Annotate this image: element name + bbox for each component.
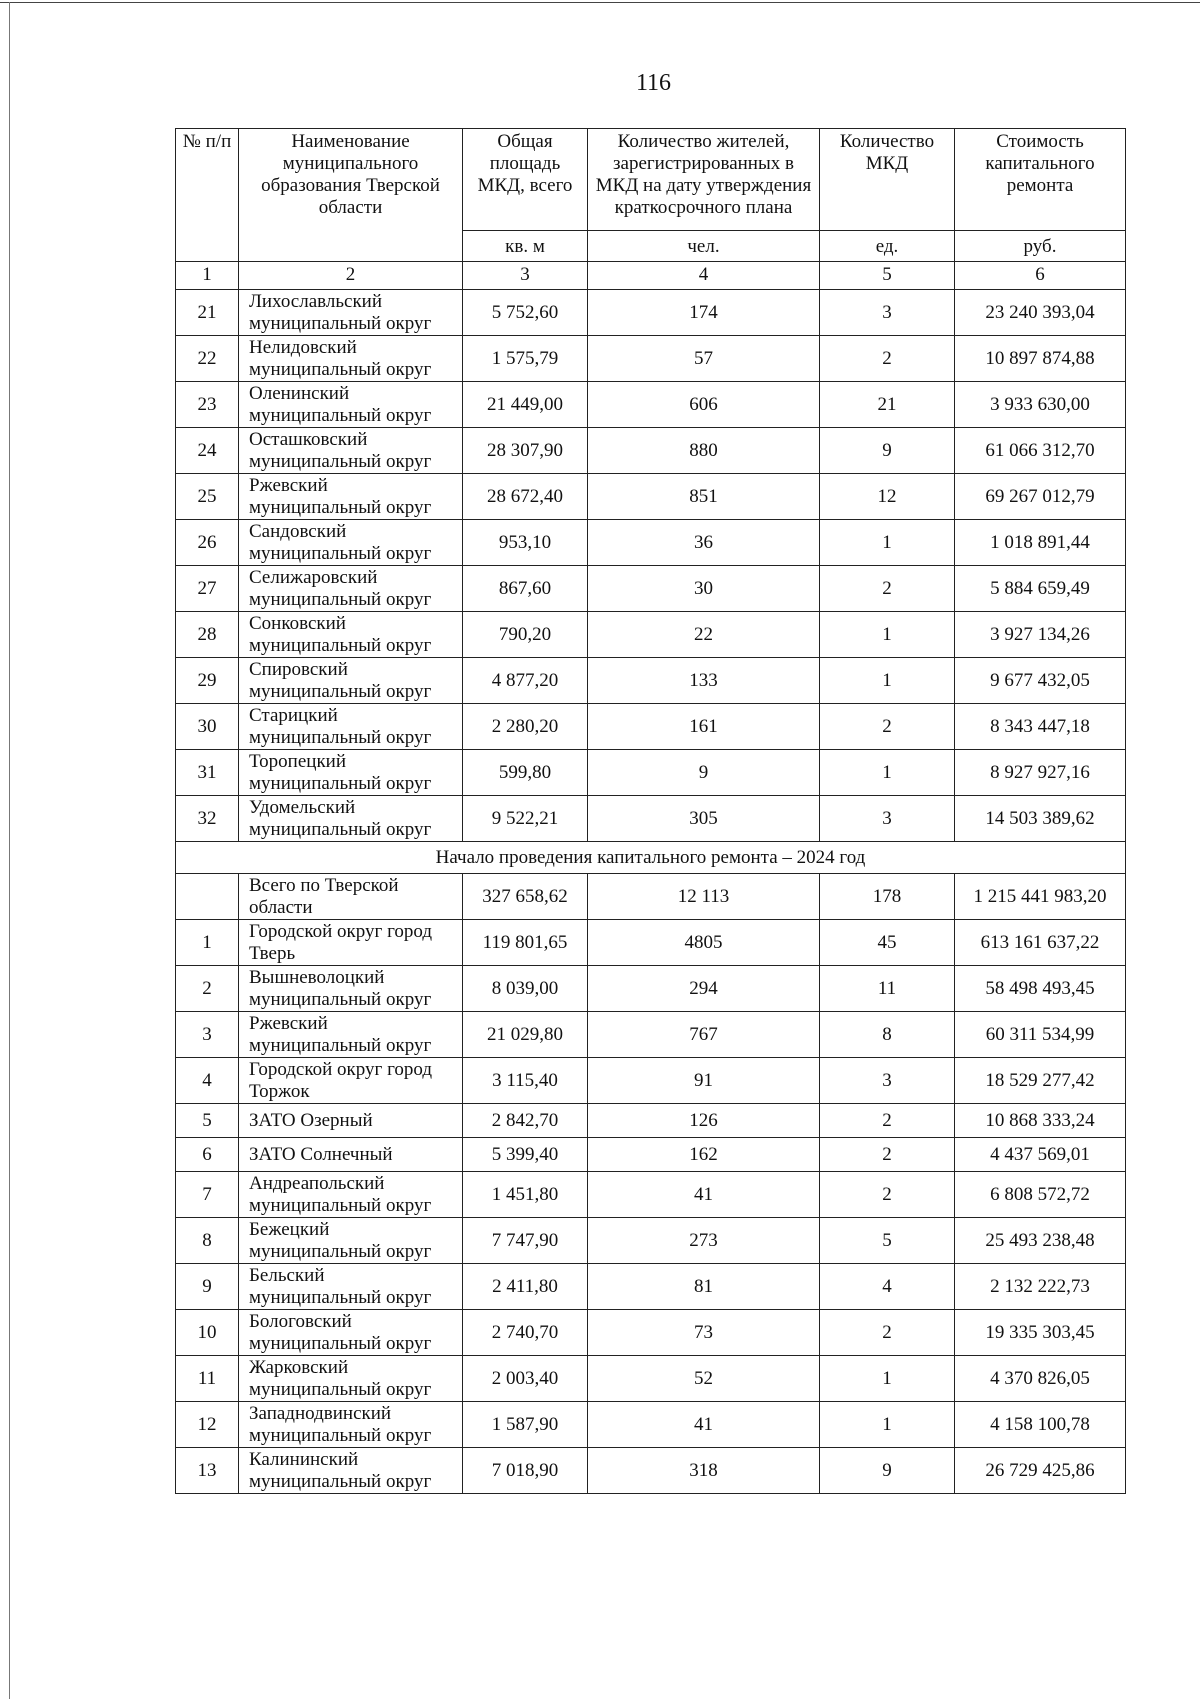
row-number: 8 xyxy=(176,1218,239,1264)
cost-value: 6 808 572,72 xyxy=(955,1172,1126,1218)
cost-value: 60 311 534,99 xyxy=(955,1012,1126,1058)
mkd-count-value: 11 xyxy=(820,966,955,1012)
municipality-name: Городской округ город Торжок xyxy=(239,1058,463,1104)
cost-value: 4 370 826,05 xyxy=(955,1356,1126,1402)
residents-value: 126 xyxy=(588,1104,820,1138)
residents-value: 57 xyxy=(588,336,820,382)
cost-value: 9 677 432,05 xyxy=(955,658,1126,704)
residents-value: 174 xyxy=(588,290,820,336)
residents-value: 606 xyxy=(588,382,820,428)
header-number: № п/п xyxy=(176,129,239,262)
column-number: 4 xyxy=(588,262,820,290)
municipality-name: Ржевский муниципальный округ xyxy=(239,1012,463,1058)
residents-value: 851 xyxy=(588,474,820,520)
cost-value: 1 215 441 983,20 xyxy=(955,874,1126,920)
cost-value: 5 884 659,49 xyxy=(955,566,1126,612)
table-body xyxy=(176,290,1126,1494)
table-row xyxy=(176,796,1126,842)
cost-value: 8 927 927,16 xyxy=(955,750,1126,796)
table-row xyxy=(176,1172,1126,1218)
area-value: 1 575,79 xyxy=(463,336,588,382)
mkd-count-value: 1 xyxy=(820,520,955,566)
mkd-count-value: 2 xyxy=(820,1310,955,1356)
header-residents: Количество жителей, зарегистрированных в МКД на дату утверждения краткосрочного плана xyxy=(588,129,820,231)
residents-value: 318 xyxy=(588,1448,820,1494)
area-value: 28 307,90 xyxy=(463,428,588,474)
municipality-name: Всего по Тверской области xyxy=(239,874,463,920)
row-number: 4 xyxy=(176,1058,239,1104)
column-number: 6 xyxy=(955,262,1126,290)
mkd-count-value: 1 xyxy=(820,1356,955,1402)
area-value: 2 740,70 xyxy=(463,1310,588,1356)
area-value: 2 842,70 xyxy=(463,1104,588,1138)
row-number: 23 xyxy=(176,382,239,428)
mkd-count-value: 4 xyxy=(820,1264,955,1310)
area-value: 5 399,40 xyxy=(463,1138,588,1172)
residents-value: 22 xyxy=(588,612,820,658)
table-row xyxy=(176,1264,1126,1310)
residents-value: 30 xyxy=(588,566,820,612)
mkd-count-value: 5 xyxy=(820,1218,955,1264)
table-row xyxy=(176,1448,1126,1494)
residents-value: 4805 xyxy=(588,920,820,966)
row-number: 29 xyxy=(176,658,239,704)
table-row xyxy=(176,704,1126,750)
row-number: 6 xyxy=(176,1138,239,1172)
residents-value: 294 xyxy=(588,966,820,1012)
mkd-count-value: 2 xyxy=(820,1104,955,1138)
residents-value: 73 xyxy=(588,1310,820,1356)
area-value: 327 658,62 xyxy=(463,874,588,920)
mkd-count-value: 3 xyxy=(820,290,955,336)
municipality-name: Осташковский муниципальный округ xyxy=(239,428,463,474)
header-area: Общая площадь МКД, всего xyxy=(463,129,588,231)
municipality-name: Сонковский муниципальный округ xyxy=(239,612,463,658)
residents-value: 81 xyxy=(588,1264,820,1310)
residents-value: 9 xyxy=(588,750,820,796)
area-value: 867,60 xyxy=(463,566,588,612)
residents-value: 133 xyxy=(588,658,820,704)
residents-value: 305 xyxy=(588,796,820,842)
mkd-count-value: 2 xyxy=(820,1172,955,1218)
cost-value: 14 503 389,62 xyxy=(955,796,1126,842)
residents-value: 767 xyxy=(588,1012,820,1058)
cost-value: 69 267 012,79 xyxy=(955,474,1126,520)
column-number: 5 xyxy=(820,262,955,290)
municipality-name: ЗАТО Озерный xyxy=(239,1104,463,1138)
municipality-name: Нелидовский муниципальный округ xyxy=(239,336,463,382)
section-title: Начало проведения капитального ремонта – 2024 год xyxy=(176,842,1126,874)
mkd-count-value: 2 xyxy=(820,704,955,750)
row-number: 25 xyxy=(176,474,239,520)
total-row xyxy=(176,874,1126,920)
row-number xyxy=(176,874,239,920)
table-row xyxy=(176,1402,1126,1448)
cost-value: 61 066 312,70 xyxy=(955,428,1126,474)
table-row xyxy=(176,1310,1126,1356)
mkd-count-value: 9 xyxy=(820,1448,955,1494)
row-number: 2 xyxy=(176,966,239,1012)
column-numbers-row xyxy=(176,262,1126,290)
table-row xyxy=(176,1218,1126,1264)
row-number: 21 xyxy=(176,290,239,336)
municipality-name: Сандовский муниципальный округ xyxy=(239,520,463,566)
mkd-count-value: 3 xyxy=(820,796,955,842)
cost-value: 2 132 222,73 xyxy=(955,1264,1126,1310)
residents-value: 880 xyxy=(588,428,820,474)
table-row xyxy=(176,1104,1126,1138)
residents-value: 36 xyxy=(588,520,820,566)
cost-value: 25 493 238,48 xyxy=(955,1218,1126,1264)
mkd-count-value: 45 xyxy=(820,920,955,966)
mkd-count-value: 12 xyxy=(820,474,955,520)
area-value: 8 039,00 xyxy=(463,966,588,1012)
unit-area: кв. м xyxy=(463,231,588,262)
table-row xyxy=(176,1012,1126,1058)
row-number: 3 xyxy=(176,1012,239,1058)
area-value: 2 411,80 xyxy=(463,1264,588,1310)
column-number: 1 xyxy=(176,262,239,290)
area-value: 7 747,90 xyxy=(463,1218,588,1264)
mkd-count-value: 1 xyxy=(820,1402,955,1448)
header-row xyxy=(176,129,1126,231)
area-value: 7 018,90 xyxy=(463,1448,588,1494)
area-value: 953,10 xyxy=(463,520,588,566)
residents-value: 41 xyxy=(588,1402,820,1448)
residents-value: 41 xyxy=(588,1172,820,1218)
unit-residents: чел. xyxy=(588,231,820,262)
table-row xyxy=(176,920,1126,966)
residents-value: 162 xyxy=(588,1138,820,1172)
row-number: 1 xyxy=(176,920,239,966)
municipality-name: Бежецкий муниципальный округ xyxy=(239,1218,463,1264)
area-value: 1 451,80 xyxy=(463,1172,588,1218)
area-value: 4 877,20 xyxy=(463,658,588,704)
header-cost: Стоимость капитального ремонта xyxy=(955,129,1126,231)
cost-value: 18 529 277,42 xyxy=(955,1058,1126,1104)
municipality-name: Спировский муниципальный округ xyxy=(239,658,463,704)
table-row xyxy=(176,612,1126,658)
table-row xyxy=(176,750,1126,796)
table-row xyxy=(176,1058,1126,1104)
residents-value: 161 xyxy=(588,704,820,750)
mkd-count-value: 3 xyxy=(820,1058,955,1104)
municipality-name: Городской округ город Тверь xyxy=(239,920,463,966)
residents-value: 52 xyxy=(588,1356,820,1402)
row-number: 5 xyxy=(176,1104,239,1138)
row-number: 27 xyxy=(176,566,239,612)
table-row xyxy=(176,520,1126,566)
mkd-count-value: 1 xyxy=(820,750,955,796)
unit-cost: руб. xyxy=(955,231,1126,262)
area-value: 790,20 xyxy=(463,612,588,658)
area-value: 2 280,20 xyxy=(463,704,588,750)
row-number: 10 xyxy=(176,1310,239,1356)
cost-value: 1 018 891,44 xyxy=(955,520,1126,566)
table-row xyxy=(176,566,1126,612)
municipality-name: Старицкий муниципальный округ xyxy=(239,704,463,750)
cost-value: 4 158 100,78 xyxy=(955,1402,1126,1448)
area-value: 28 672,40 xyxy=(463,474,588,520)
cost-value: 19 335 303,45 xyxy=(955,1310,1126,1356)
municipality-name: Торопецкий муниципальный округ xyxy=(239,750,463,796)
mkd-count-value: 1 xyxy=(820,612,955,658)
residents-value: 12 113 xyxy=(588,874,820,920)
cost-value: 26 729 425,86 xyxy=(955,1448,1126,1494)
municipality-name: Жарковский муниципальный округ xyxy=(239,1356,463,1402)
mkd-count-value: 2 xyxy=(820,566,955,612)
unit-mkd: ед. xyxy=(820,231,955,262)
cost-value: 58 498 493,45 xyxy=(955,966,1126,1012)
municipality-name: Ржевский муниципальный округ xyxy=(239,474,463,520)
row-number: 22 xyxy=(176,336,239,382)
row-number: 7 xyxy=(176,1172,239,1218)
municipality-name: Удомельский муниципальный округ xyxy=(239,796,463,842)
municipality-name: Оленинский муниципальный округ xyxy=(239,382,463,428)
table-row xyxy=(176,382,1126,428)
area-value: 2 003,40 xyxy=(463,1356,588,1402)
area-value: 1 587,90 xyxy=(463,1402,588,1448)
row-number: 31 xyxy=(176,750,239,796)
cost-value: 3 927 134,26 xyxy=(955,612,1126,658)
area-value: 9 522,21 xyxy=(463,796,588,842)
page-number: 116 xyxy=(635,70,672,96)
table-row xyxy=(176,1356,1126,1402)
municipality-name: Вышневолоцкий муниципальный округ xyxy=(239,966,463,1012)
municipality-name: Бельский муниципальный округ xyxy=(239,1264,463,1310)
municipality-name: Бологовский муниципальный округ xyxy=(239,1310,463,1356)
row-number: 30 xyxy=(176,704,239,750)
mkd-count-value: 21 xyxy=(820,382,955,428)
table-row xyxy=(176,336,1126,382)
municipality-name: Калининский муниципальный округ xyxy=(239,1448,463,1494)
cost-value: 10 868 333,24 xyxy=(955,1104,1126,1138)
cost-value: 613 161 637,22 xyxy=(955,920,1126,966)
residents-value: 273 xyxy=(588,1218,820,1264)
area-value: 3 115,40 xyxy=(463,1058,588,1104)
table-row xyxy=(176,1138,1126,1172)
cost-value: 4 437 569,01 xyxy=(955,1138,1126,1172)
column-number: 2 xyxy=(239,262,463,290)
cost-value: 10 897 874,88 xyxy=(955,336,1126,382)
table-row xyxy=(176,966,1126,1012)
table-row xyxy=(176,474,1126,520)
section-row xyxy=(176,842,1126,874)
mkd-count-value: 2 xyxy=(820,336,955,382)
area-value: 21 449,00 xyxy=(463,382,588,428)
row-number: 11 xyxy=(176,1356,239,1402)
row-number: 13 xyxy=(176,1448,239,1494)
area-value: 5 752,60 xyxy=(463,290,588,336)
cost-value: 3 933 630,00 xyxy=(955,382,1126,428)
mkd-count-value: 1 xyxy=(820,658,955,704)
table-row xyxy=(176,428,1126,474)
cost-value: 23 240 393,04 xyxy=(955,290,1126,336)
header-mkd-count: Количество МКД xyxy=(820,129,955,231)
cost-value: 8 343 447,18 xyxy=(955,704,1126,750)
row-number: 24 xyxy=(176,428,239,474)
table-row xyxy=(176,290,1126,336)
municipality-name: ЗАТО Солнечный xyxy=(239,1138,463,1172)
row-number: 26 xyxy=(176,520,239,566)
capital-repair-table xyxy=(175,128,1126,1494)
municipality-name: Селижаровский муниципальный округ xyxy=(239,566,463,612)
scan-top-edge xyxy=(0,2,1200,3)
scan-left-edge xyxy=(9,2,10,1699)
municipality-name: Андреапольский муниципальный округ xyxy=(239,1172,463,1218)
row-number: 12 xyxy=(176,1402,239,1448)
area-value: 21 029,80 xyxy=(463,1012,588,1058)
header-municipality: Наименование муниципального образования Тверской области xyxy=(239,129,463,262)
row-number: 32 xyxy=(176,796,239,842)
mkd-count-value: 8 xyxy=(820,1012,955,1058)
area-value: 599,80 xyxy=(463,750,588,796)
column-number: 3 xyxy=(463,262,588,290)
table-row xyxy=(176,658,1126,704)
municipality-name: Лихославльский муниципальный округ xyxy=(239,290,463,336)
mkd-count-value: 9 xyxy=(820,428,955,474)
mkd-count-value: 2 xyxy=(820,1138,955,1172)
municipality-name: Западнодвинский муниципальный округ xyxy=(239,1402,463,1448)
residents-value: 91 xyxy=(588,1058,820,1104)
area-value: 119 801,65 xyxy=(463,920,588,966)
mkd-count-value: 178 xyxy=(820,874,955,920)
row-number: 28 xyxy=(176,612,239,658)
row-number: 9 xyxy=(176,1264,239,1310)
